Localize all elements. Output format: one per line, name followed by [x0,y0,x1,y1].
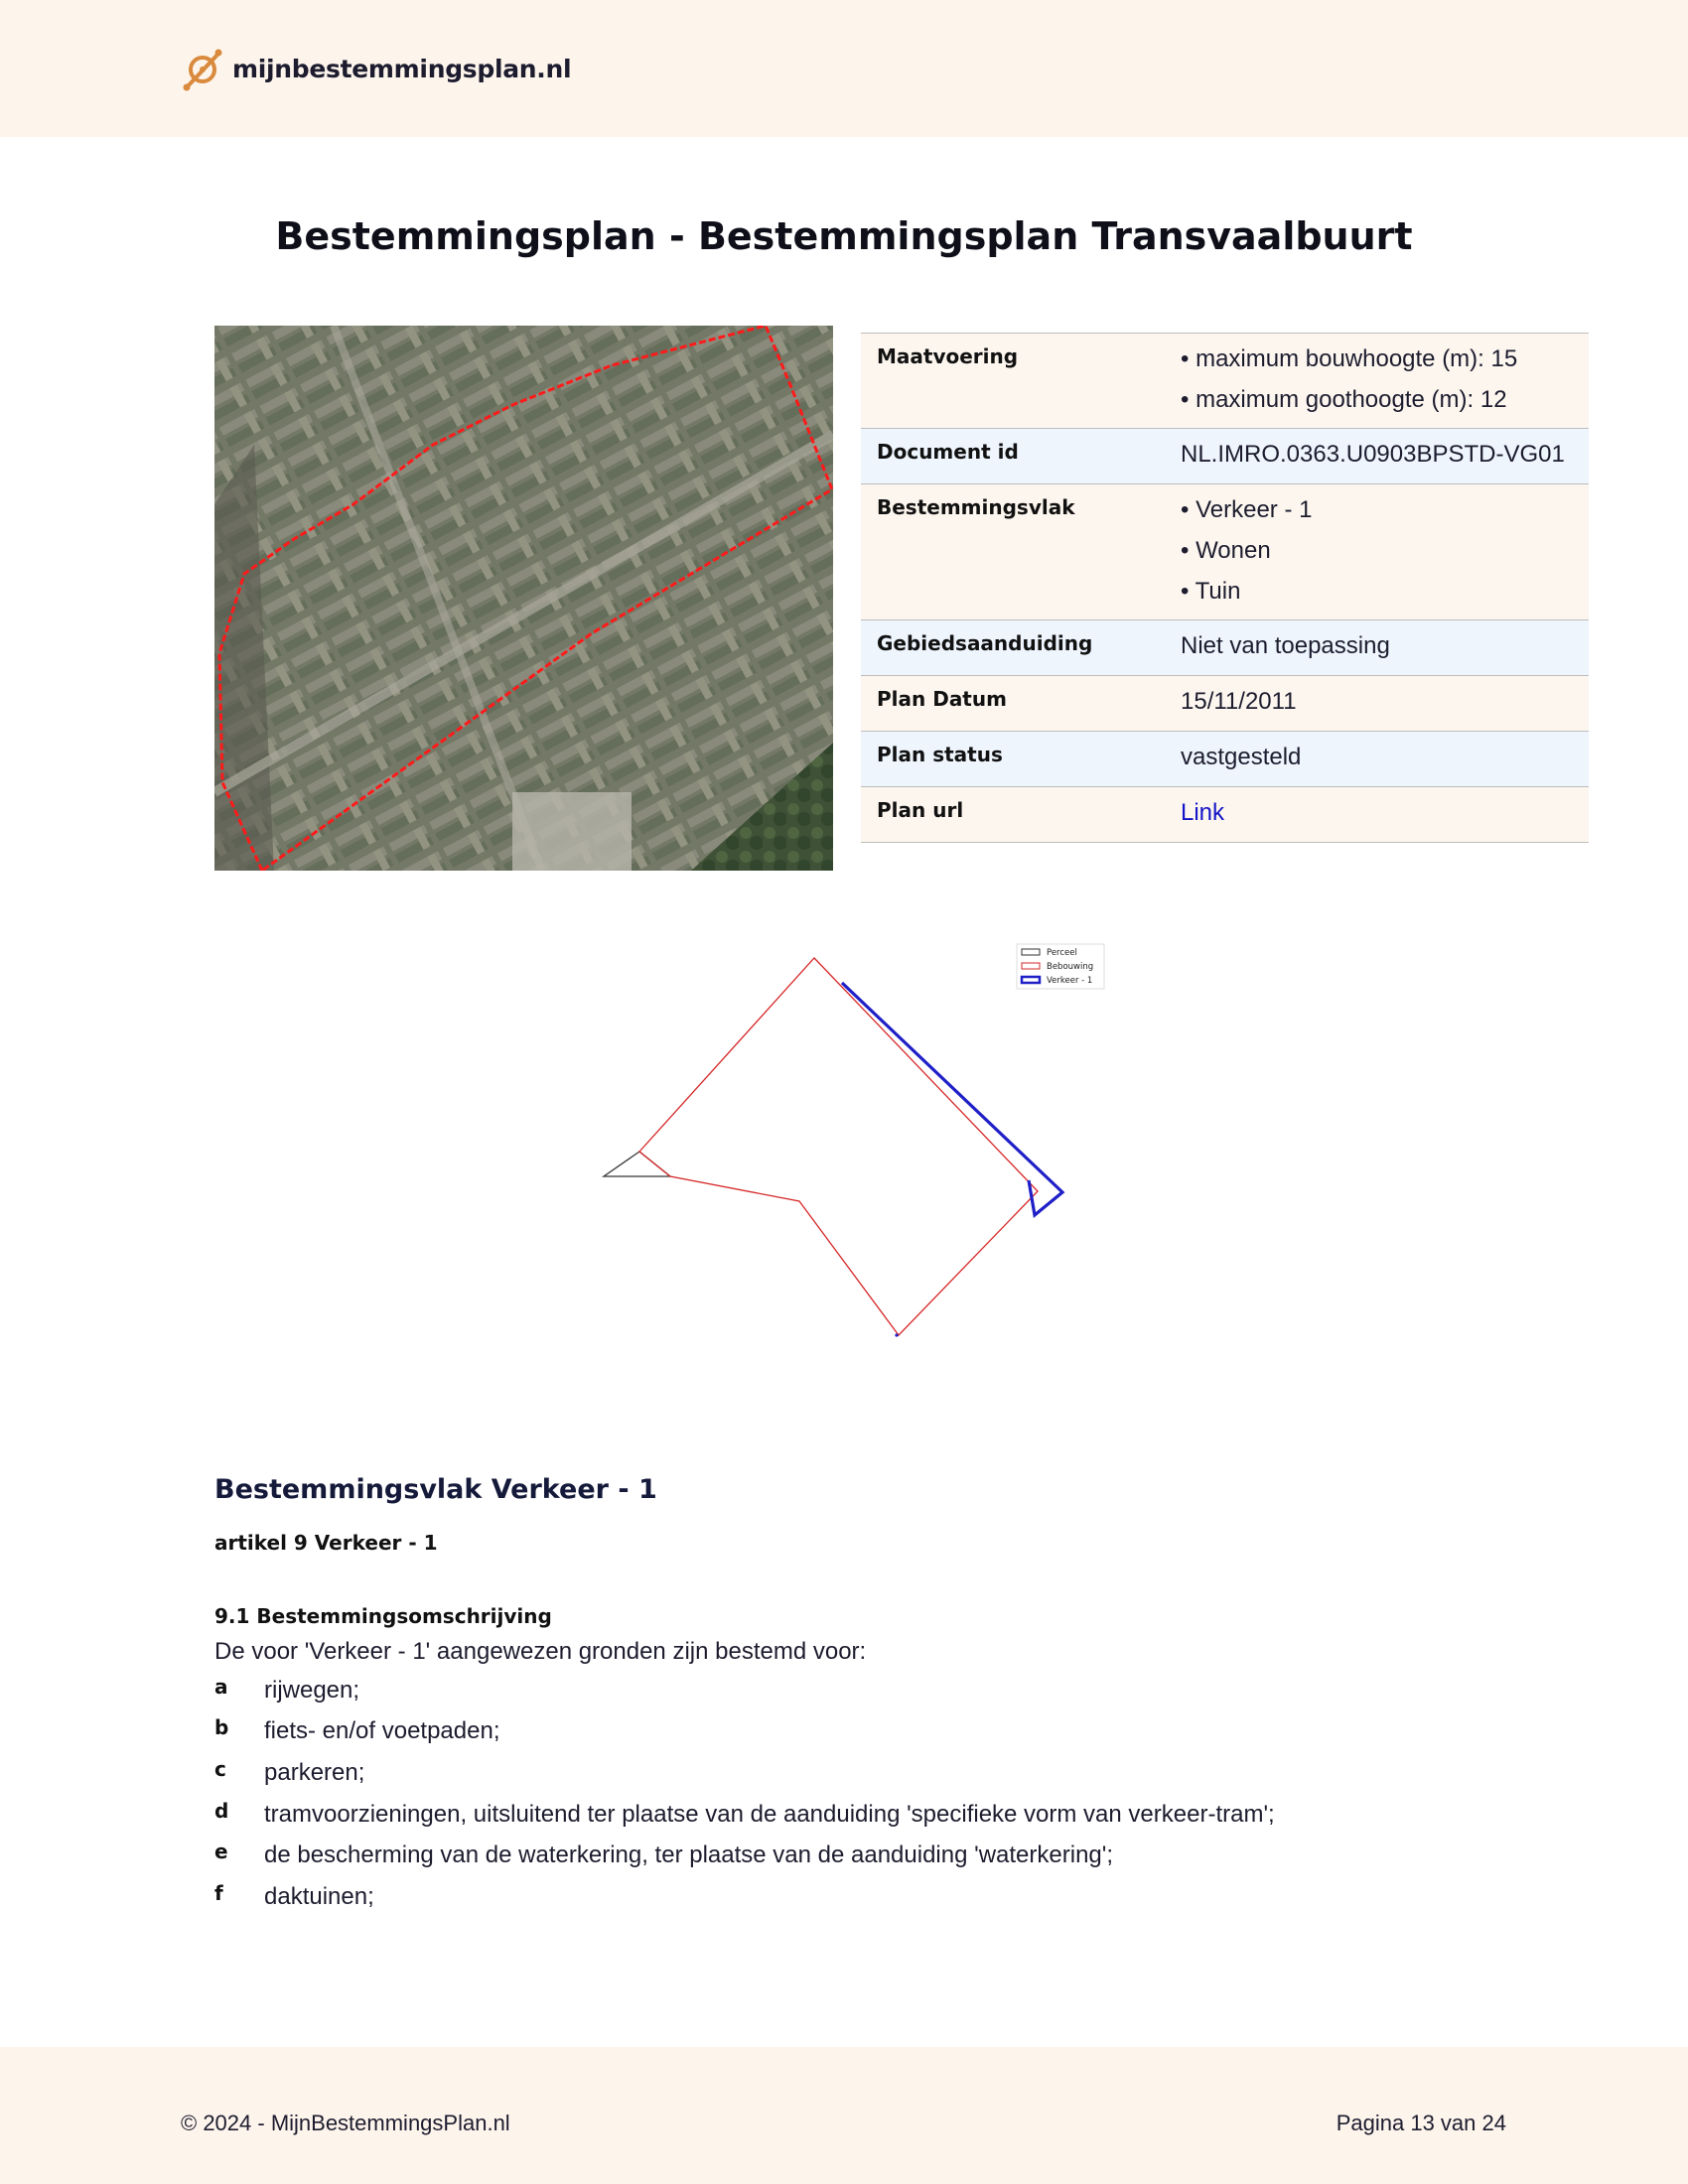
plan-status-value: vastgesteld [1169,732,1589,787]
aerial-photo [214,326,833,871]
diagram-legend [1017,944,1104,989]
verkeer-outline [842,983,1062,1215]
list-item: • Tuin [1181,578,1241,605]
row-bestemmingsvlak [861,484,1589,620]
maatvoering-label: Maatvoering [861,334,1169,429]
item-letter: f [214,1880,223,1905]
plan-url-label: Plan url [861,787,1169,843]
page-title: Bestemmingsplan - Bestemmingsplan Transvaalbuurt [275,214,1413,258]
maatvoering-values [1181,339,1577,420]
parcel-diagram [596,938,1112,1340]
purpose-list [214,1670,1505,1918]
list-item [214,1835,1505,1876]
legend-verkeer: Verkeer - 1 [1047,976,1093,986]
row-plan-datum [861,676,1589,732]
list-item: • Wonen [1181,537,1271,564]
row-gebiedsaanduiding [861,620,1589,676]
plan-url-link[interactable]: Link [1181,799,1225,826]
row-plan-url [861,787,1589,843]
list-item [214,1794,1505,1836]
list-item: • Verkeer - 1 [1181,496,1313,523]
gebiedsaanduiding-label: Gebiedsaanduiding [861,620,1169,676]
row-document-id [861,429,1589,484]
row-plan-status [861,732,1589,787]
legend-bebouwing: Bebouwing [1047,962,1094,972]
list-item [214,1876,1505,1918]
section-heading: Bestemmingsvlak Verkeer - 1 [214,1474,657,1505]
document-id-value: NL.IMRO.0363.U0903BPSTD-VG01 [1169,429,1589,484]
item-text: rijwegen; [264,1676,360,1704]
verkeer-point [895,1333,898,1336]
item-text: daktuinen; [264,1882,374,1910]
brand-name: mijnbestemmingsplan.nl [232,54,572,83]
item-letter: c [214,1756,226,1781]
copyright-text: © 2024 - MijnBestemmingsPlan.nl [181,2111,510,2135]
page-footer [0,2047,1688,2184]
list-item: • maximum goothoogte (m): 12 [1181,386,1507,413]
item-text: fiets- en/of voetpaden; [264,1717,500,1745]
bestemmingsvlak-label: Bestemmingsvlak [861,484,1169,620]
item-letter: d [214,1798,229,1823]
perceel-outline [604,1152,670,1176]
legend-perceel: Perceel [1047,948,1077,958]
item-text: parkeren; [264,1758,365,1786]
plan-datum-value: 15/11/2011 [1169,676,1589,732]
item-text: tramvoorzieningen, uitsluitend ter plaatse van de aanduiding 'specifieke vorm van verkeer-tram'; [264,1800,1275,1828]
article-title: artikel 9 Verkeer - 1 [214,1531,438,1555]
plan-datum-label: Plan Datum [861,676,1169,732]
bestemmingsvlak-values [1181,489,1577,612]
document-id-label: Document id [861,429,1169,484]
list-item [214,1670,1505,1711]
page-header [0,0,1688,137]
list-item [214,1711,1505,1753]
subsection-heading: 9.1 Bestemmingsomschrijving [214,1604,552,1628]
aerial-map-image [214,326,833,871]
item-text: de bescherming van de waterkering, ter plaatse van de aanduiding 'waterkering'; [264,1842,1114,1869]
brand-logo[interactable] [181,46,571,91]
bestemmingsvlak-section [214,1474,1505,1918]
list-item: • maximum bouwhoogte (m): 15 [1181,345,1518,372]
page-number: Pagina 13 van 24 [1336,2111,1506,2135]
bebouwing-outline [639,958,1038,1335]
compass-logo-icon [181,46,226,91]
plan-status-label: Plan status [861,732,1169,787]
item-letter: a [214,1674,228,1699]
row-maatvoering [861,334,1589,429]
list-item [214,1752,1505,1794]
item-letter: b [214,1715,229,1740]
gebiedsaanduiding-value: Niet van toepassing [1169,620,1589,676]
section-intro: De voor 'Verkeer - 1' aangewezen gronden zijn bestemd voor: [214,1638,867,1665]
plan-properties-table [861,333,1589,843]
item-letter: e [214,1840,228,1864]
